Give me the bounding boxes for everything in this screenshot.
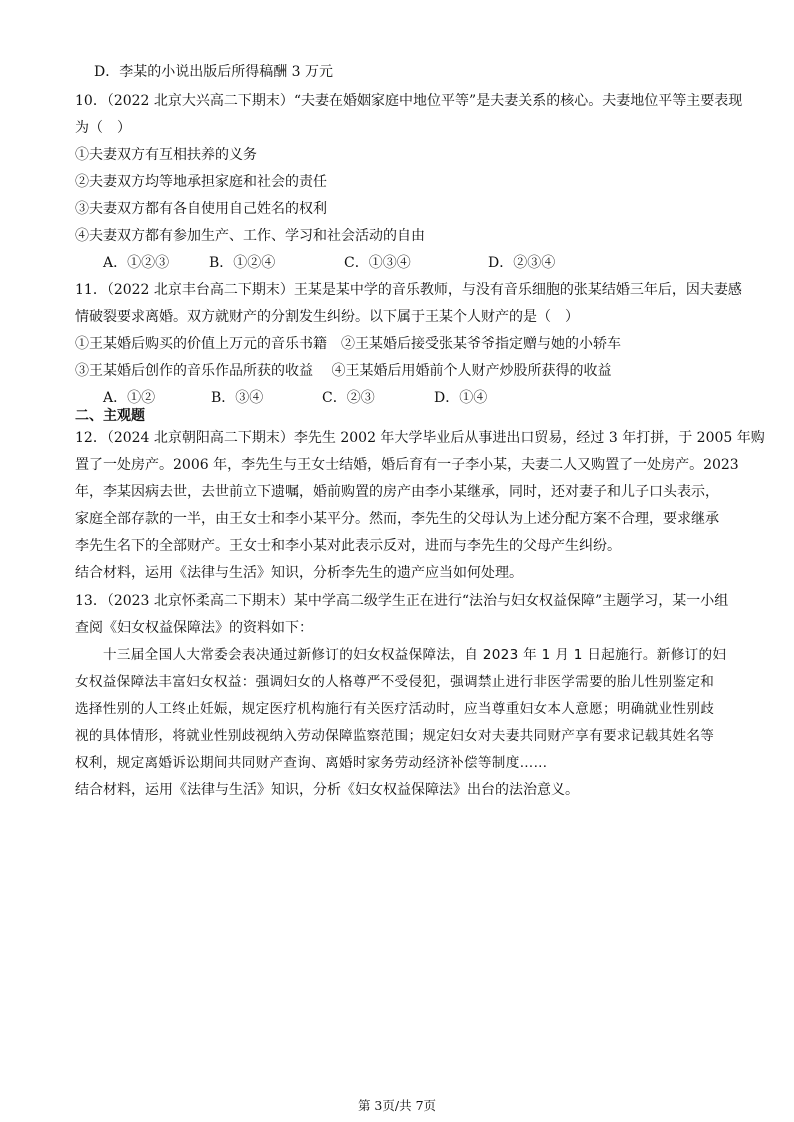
q11-stem-line2: 情破裂要求离婚。双方就财产的分割发生纠纷。以下属于王某个人财产的是（ ）: [75, 309, 579, 325]
q10-item-2: ②夫妻双方均等地承担家庭和社会的责任: [75, 174, 327, 190]
q13-stem-line1: 13．（2023 北京怀柔高二下期末）某中学高二级学生正在进行“法治与妇女权益保障”主题学习，某一小组: [75, 593, 729, 609]
q12-line2: 置了一处房产。2006 年，李先生与王女士结婚，婚后育有一子李小某，夫妻二人又购置了一处房产。2023: [75, 457, 739, 473]
q13-material-line1: 十三届全国人大常委会表决通过新修订的妇女权益保障法，自 2023 年 1 月 1 日起施行。新修订的妇: [103, 647, 727, 663]
q12-line4: 家庭全部存款的一半，由王女士和李小某平分。然而，李先生的父母认为上述分配方案不合理，要求继承: [75, 511, 719, 527]
q12-line5: 李先生名下的全部财产。王女士和李小某对此表示反对，进而与李先生的父母产生纠纷。: [75, 538, 621, 554]
q10-item-1: ①夫妻双方有互相扶养的义务: [75, 147, 257, 163]
q13-stem-line2: 查阅《妇女权益保障法》的资料如下：: [75, 620, 313, 636]
q12-task: 结合材料，运用《法律与生活》知识，分析李先生的遗产应当如何处理。: [75, 565, 523, 581]
section-heading-subjective: 二、主观题: [75, 408, 145, 424]
q11-option-c: C．②③: [322, 390, 375, 406]
q10-option-d: D．②③④: [488, 255, 556, 271]
q12-line1: 12．（2024 北京朝阳高二下期末）李先生 2002 年大学毕业后从事进出口贸易，经过 3 年打拼，于 2005 年购: [75, 430, 765, 446]
q13-material-line5: 权利，规定离婚诉讼期间共同财产查询、离婚时家务劳动经济补偿等制度……: [75, 755, 548, 771]
q13-task: 结合材料，运用《法律与生活》知识，分析《妇女权益保障法》出台的法治意义。: [75, 782, 579, 798]
q10-stem-line2: 为（ ）: [75, 120, 131, 136]
q11-option-a: A．①②: [103, 390, 156, 406]
q10-stem-line1: 10．（2022 北京大兴高二下期末）“夫妻在婚姻家庭中地位平等”是夫妻关系的核心。夫妻地位平等主要表现: [75, 93, 743, 109]
q13-material-line2: 女权益保障法丰富妇女权益：强调妇女的人格尊严不受侵犯，强调禁止进行非医学需要的胎儿性别鉴定和: [75, 674, 715, 690]
q10-option-b: B．①②④: [209, 255, 276, 271]
q11-option-b: B．③④: [211, 390, 264, 406]
q10-item-3: ③夫妻双方都有各自使用自己姓名的权利: [75, 201, 327, 217]
q10-option-c: C．①③④: [344, 255, 411, 271]
q13-material-line4: 视的具体情形，将就业性别歧视纳入劳动保障监察范围；规定妇女对夫妻共同财产享有要求记载其姓名等: [75, 728, 715, 744]
q11-option-d: D．①④: [434, 390, 488, 406]
q9-option-d: D．李某的小说出版后所得稿酬 3 万元: [94, 64, 334, 80]
q11-items-row1: ①王某婚后购买的价值上万元的音乐书籍 ②王某婚后接受张某爷爷指定赠与她的小轿车: [75, 336, 621, 352]
q11-items-row2: ③王某婚后创作的音乐作品所获的收益 ④王某婚后用婚前个人财产炒股所获得的收益: [75, 363, 612, 379]
q12-line3: 年，李某因病去世，去世前立下遗嘱，婚前购置的房产由李小某继承，同时，还对妻子和儿子口头表示，: [75, 484, 719, 500]
q13-material-line3: 选择性别的人工终止妊娠，规定医疗机构施行有关医疗活动时，应当尊重妇女本人意愿；明确就业性别歧: [75, 701, 715, 717]
q10-item-4: ④夫妻双方都有参加生产、工作、学习和社会活动的自由: [75, 228, 425, 244]
q10-option-a: A．①②③: [103, 255, 170, 271]
q11-stem-line1: 11．（2022 北京丰台高二下期末）王某是某中学的音乐教师，与没有音乐细胞的张某结婚三年后，因夫妻感: [75, 282, 742, 298]
page-number: 第 3页/共 7页: [357, 1098, 437, 1113]
